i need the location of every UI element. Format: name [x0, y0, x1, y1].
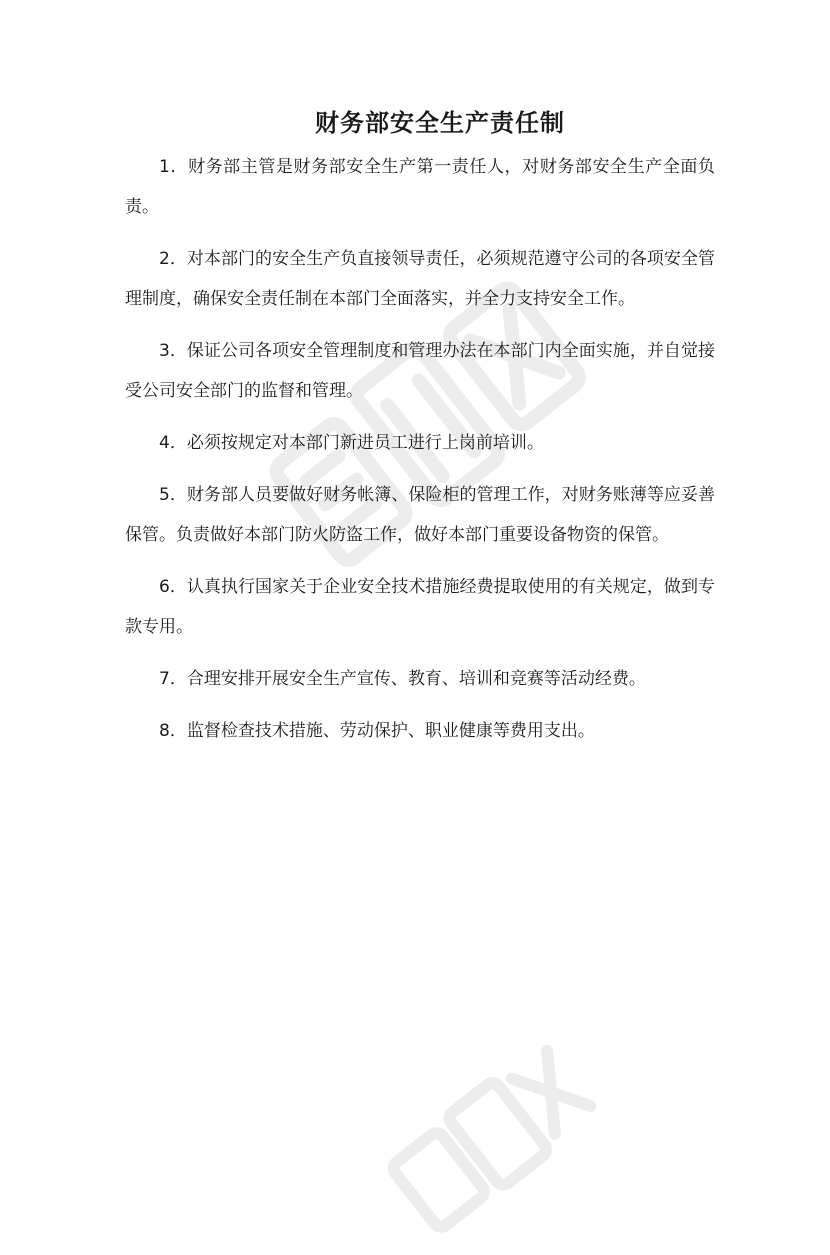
document-title: 财务部安全生产责任制: [315, 109, 565, 137]
paragraph-7: 7．合理安排开展安全生产宣传、教育、培训和竞赛等活动经费。: [159, 669, 646, 689]
paragraph-6: 6．认真执行国家关于企业安全技术措施经费提取使用的有关规定，做到专款专用。: [125, 577, 715, 637]
paragraph-3: 3．保证公司各项安全管理制度和管理办法在本部门内全面实施，并自觉接受公司安全部门的监督和管理。: [125, 341, 715, 401]
watermark-graphic-bottom: [366, 1025, 613, 1255]
paragraph-1: 1．财务部主管是财务部安全生产第一责任人，对财务部安全生产全面负责。: [125, 157, 715, 217]
paragraph-4: 4．必须按规定对本部门新进员工进行上岗前培训。: [159, 433, 544, 453]
document-body: [125, 147, 715, 763]
paragraph-5: 5．财务部人员要做好财务帐簿、保险柜的管理工作，对财务账薄等应妥善保管。负责做好本部门防火防盗工作，做好本部门重要设备物资的保管。: [125, 485, 715, 545]
paragraph-8: 8．监督检查技术措施、劳动保护、职业健康等费用支出。: [159, 721, 595, 741]
paragraph-2: 2．对本部门的安全生产负直接领导责任，必须规范遵守公司的各项安全管理制度，确保安全责任制在本部门全面落实，并全力支持安全工作。: [125, 249, 715, 309]
